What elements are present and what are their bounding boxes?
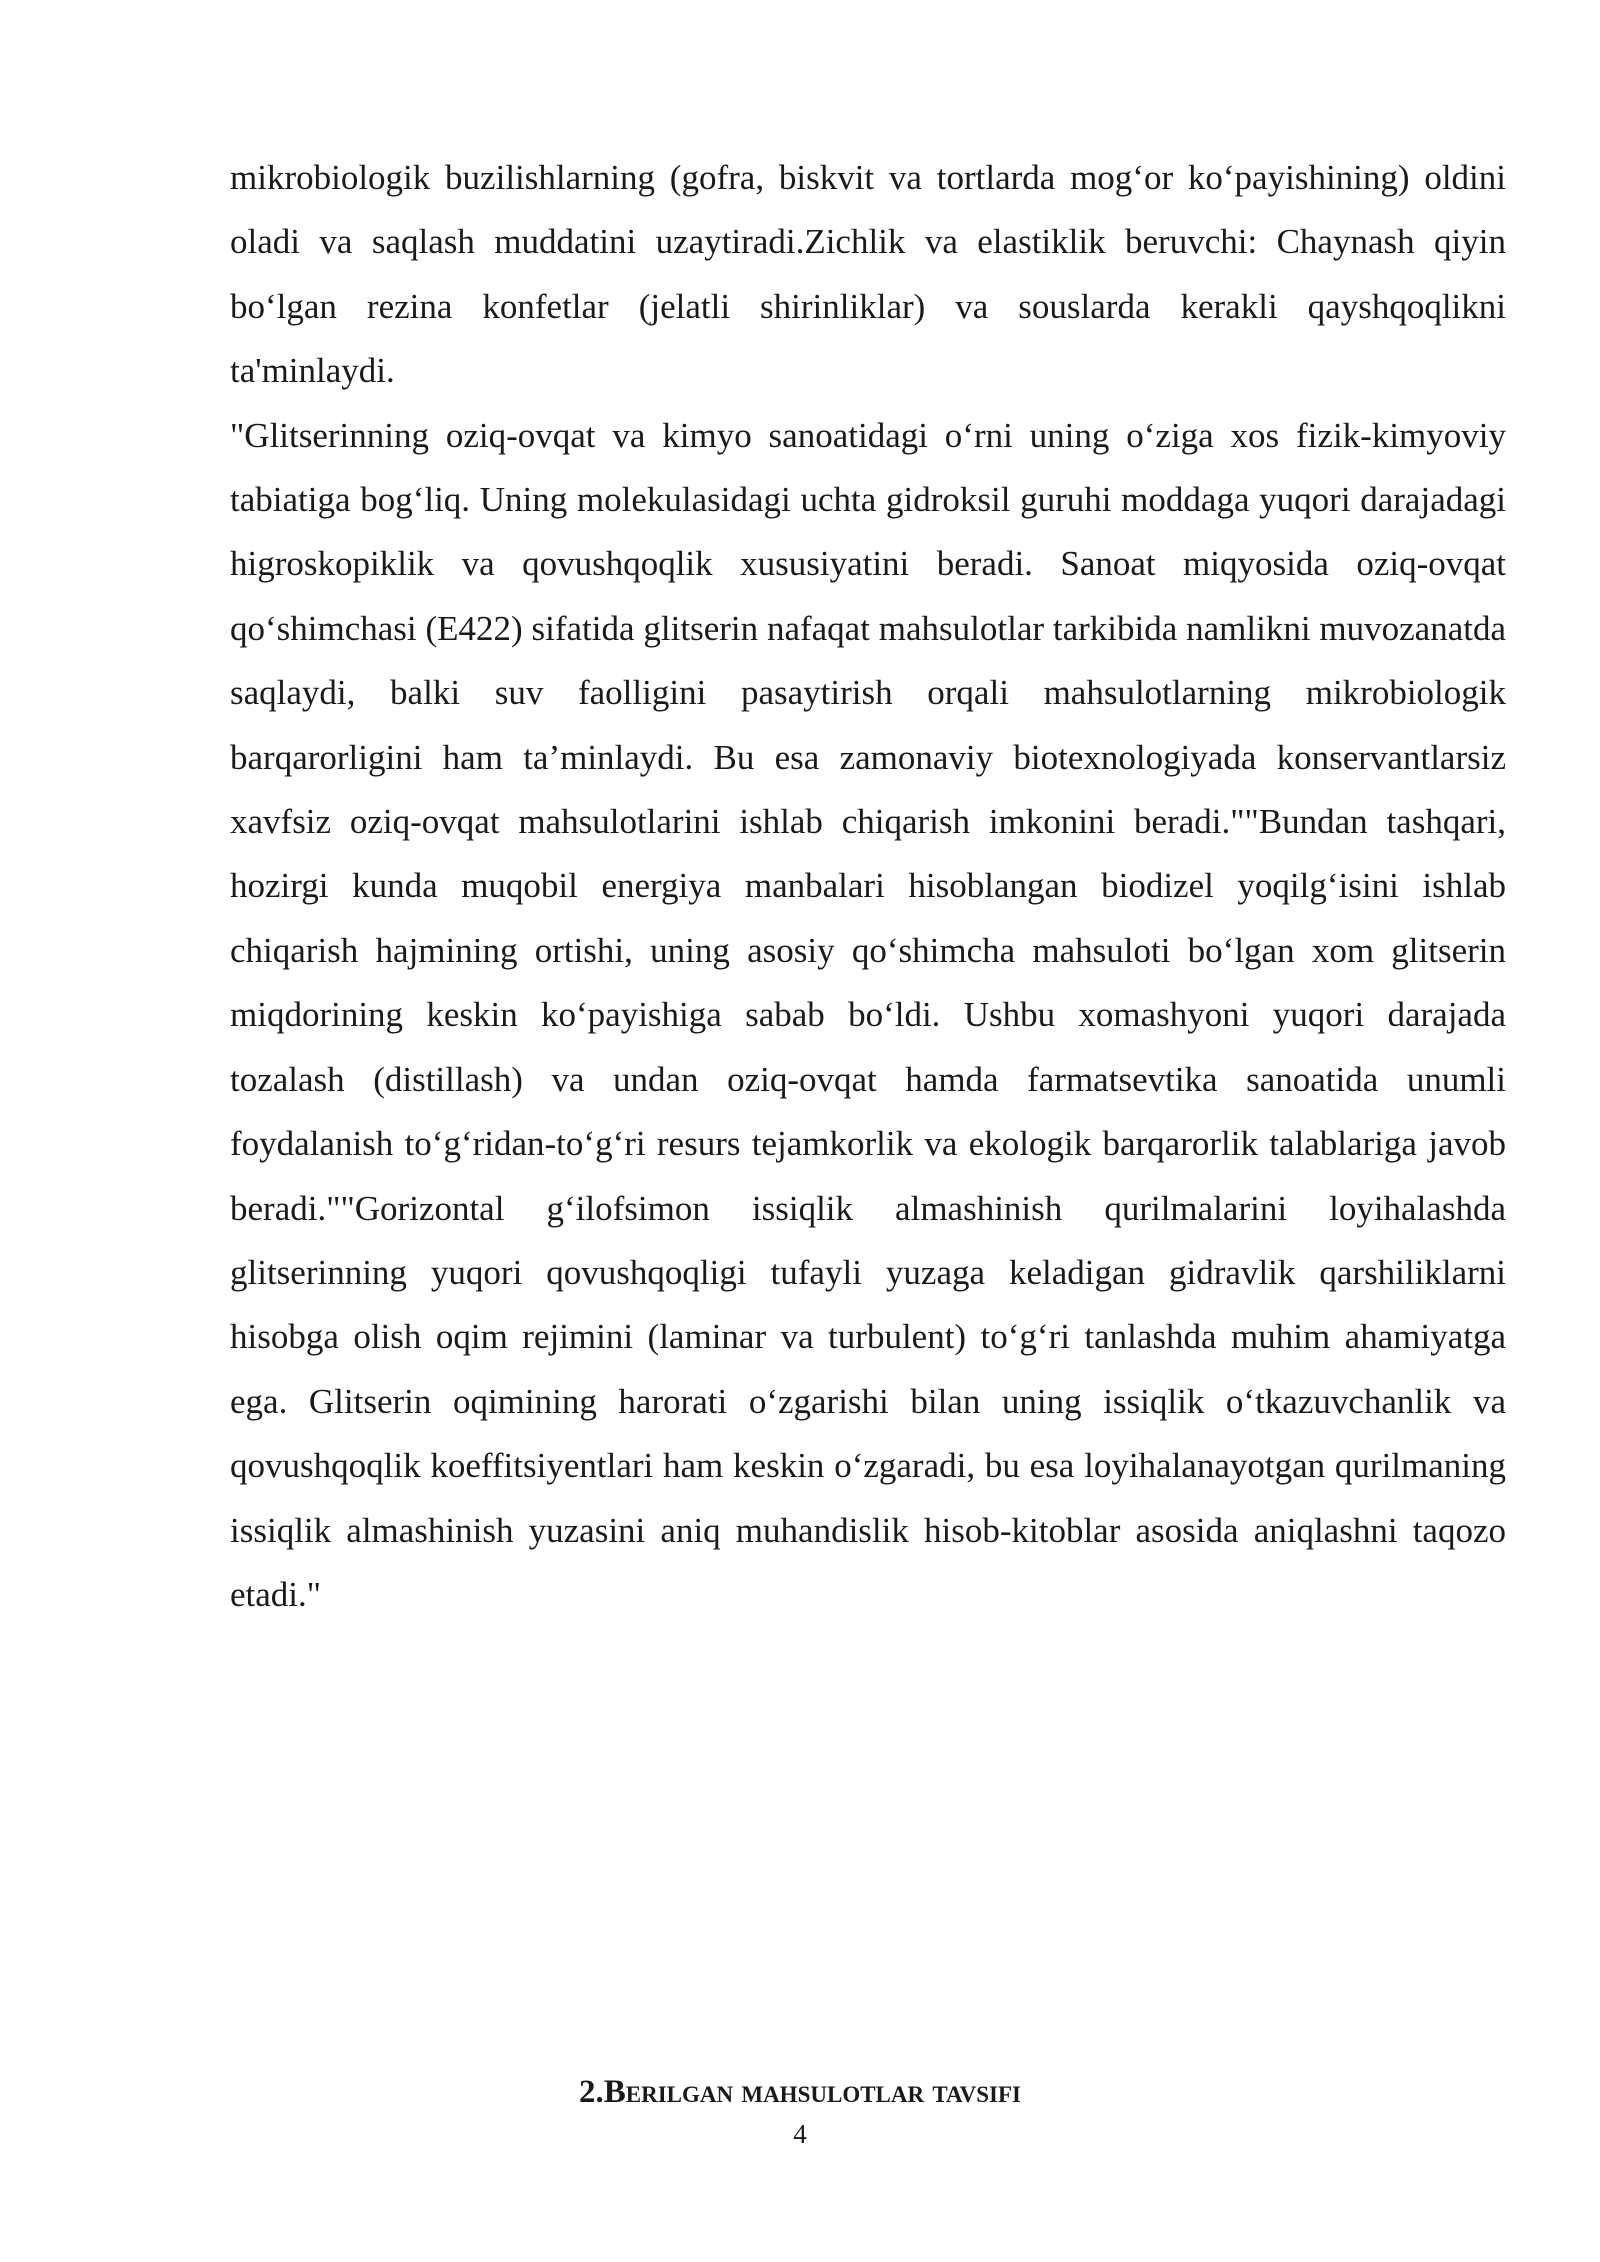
body-text [230, 146, 1506, 1627]
page-number: 4 [793, 2119, 807, 2149]
section-heading: 2.Berilgan mahsulotlar tavsifi [579, 2074, 1021, 2110]
paragraph-2: "Glitserinning oziq-ovqat va kimyo sanoatidagi o‘rni uning o‘ziga xos fizik-kimyoviy tabiatiga bog‘liq. Uning molekulasidagi uchta gidroksil guruhi moddaga yuqori darajadagi higroskopiklik va qovushqoqlik xususiyatini beradi. Sanoat miqyosida oziq-ovqat qo‘shimchasi (E422) sifatida glitserin nafaqat mahsulotlar tarkibida namlikni muvozanatda saqlaydi, balki suv faolligini pasaytirish orqali mahsulotlarning mikrobiologik barqarorligini ham ta’minlaydi. Bu esa zamonaviy biotexnologiyada konservantlarsiz xavfsiz oziq-ovqat mahsulotlarini ishlab chiqarish imkonini beradi.""Bundan tashqari, hozirgi kunda muqobil energiya manbalari hisoblangan biodizel yoqilg‘isini ishlab chiqarish hajmining ortishi, uning asosiy qo‘shimcha mahsuloti bo‘lgan xom glitserin miqdorining keskin ko‘payishiga sabab bo‘ldi. Ushbu xomashyoni yuqori darajada tozalash (distillash) va undan oziq-ovqat hamda farmatsevtika sanoatida unumli foydalanish to‘g‘ridan-to‘g‘ri resurs tejamkorlik va ekologik barqarorlik talablariga javob beradi.""Gorizontal g‘ilofsimon issiqlik almashinish qurilmalarini loyihalashda glitserinning yuqori qovushqoqligi tufayli yuzaga keladigan gidravlik qarshiliklarni hisobga olish oqim rejimini (laminar va turbulent) to‘g‘ri tanlashda muhim ahamiyatga ega. Glitserin oqimining harorati o‘zgarishi bilan uning issiqlik o‘tkazuvchanlik va qovushqoqlik koeffitsiyentlari ham keskin o‘zgaradi, bu esa loyihalanayotgan qurilmaning issiqlik almashinish yuzasini aniq muhandislik hisob-kitoblar asosida aniqlashni taqozo etadi." [230, 415, 1506, 1614]
paragraph-1: mikrobiologik buzilishlarning (gofra, biskvit va tortlarda mog‘or ko‘payishining) oldini oladi va saqlash muddatini uzaytiradi.Zichlik va elastiklik beruvchi: Chaynash qiyin bo‘lgan rezina konfetlar (jelatli shirinliklar) va souslarda kerakli qayshqoqlikni ta'minlaydi. [230, 158, 1506, 391]
